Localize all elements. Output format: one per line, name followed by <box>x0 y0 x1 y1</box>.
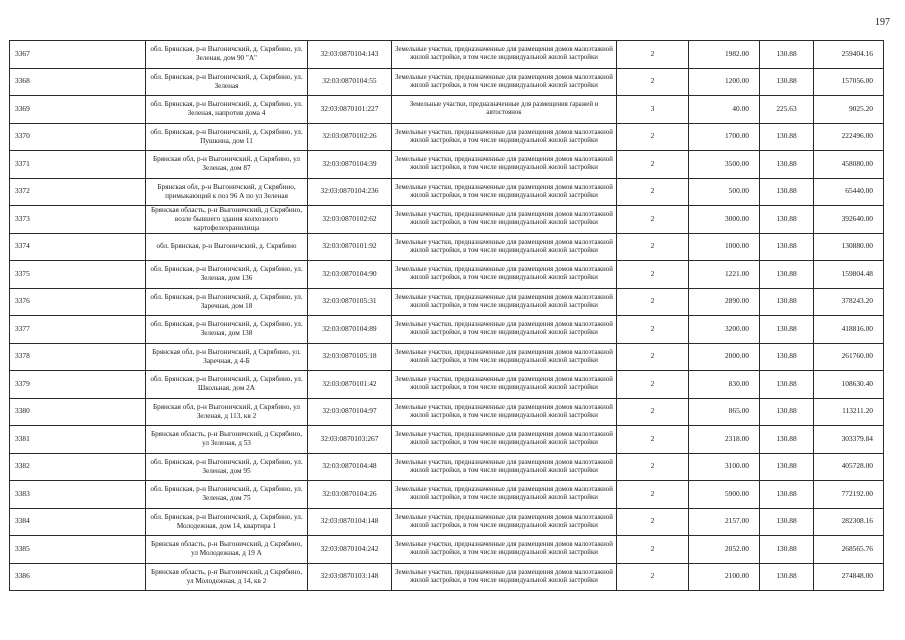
area-cell: 865.00 <box>689 398 760 426</box>
cadastral-value-cell: 303379.84 <box>814 426 884 454</box>
area-cell: 3500.00 <box>689 151 760 179</box>
row-number-cell: 3372 <box>10 178 146 206</box>
cadastral-number-cell: 32:03:0870101:92 <box>308 233 392 261</box>
cadastral-value-cell: 130880.00 <box>814 233 884 261</box>
row-number-cell: 3378 <box>10 343 146 371</box>
page-number: 197 <box>875 17 890 28</box>
row-number-cell: 3377 <box>10 316 146 344</box>
address-cell: Брянская обл, р-н Выгоничский, д Скрябино, ул Зеленая, дом 87 <box>146 151 308 179</box>
address-cell: обл. Брянская, р-н Выгоничский, д. Скрябино, ул. Заречная, дом 18 <box>146 288 308 316</box>
rate-cell: 225.63 <box>760 96 814 124</box>
address-cell: обл. Брянская, р-н Выгоничский, д. Скрябино, ул. Зеленая, напротив дома 4 <box>146 96 308 124</box>
cadastral-value-cell: 159804.48 <box>814 261 884 289</box>
cadastral-number-cell: 32:03:0870101:42 <box>308 371 392 399</box>
rate-cell: 130.88 <box>760 123 814 151</box>
land-use-cell: Земельные участки, предназначенные для размещения домов малоэтажной жилой застройки, в том числе индивидуальной жилой застройки <box>392 68 617 96</box>
row-number-cell: 3383 <box>10 481 146 509</box>
table-row <box>10 96 884 124</box>
cadastral-number-cell: 32:03:0870104:236 <box>308 178 392 206</box>
cadastral-number-cell: 32:03:0870103:148 <box>308 563 392 591</box>
rate-cell: 130.88 <box>760 453 814 481</box>
table-row <box>10 151 884 179</box>
address-cell: Брянская обл, р-н Выгоничский, д Скрябино, ул Зеленая, д 113, кв 2 <box>146 398 308 426</box>
area-cell: 2100.00 <box>689 563 760 591</box>
land-use-cell: Земельные участки, предназначенные для размещения домов малоэтажной жилой застройки, в том числе индивидуальной жилой застройки <box>392 41 617 69</box>
rate-cell: 130.88 <box>760 288 814 316</box>
cadastral-value-cell: 405728.00 <box>814 453 884 481</box>
area-cell: 2000.00 <box>689 343 760 371</box>
group-cell: 2 <box>617 178 689 206</box>
rate-cell: 130.88 <box>760 343 814 371</box>
group-cell: 2 <box>617 233 689 261</box>
rate-cell: 130.88 <box>760 178 814 206</box>
land-use-cell: Земельные участки, предназначенные для размещения домов малоэтажной жилой застройки, в том числе индивидуальной жилой застройки <box>392 316 617 344</box>
rate-cell: 130.88 <box>760 41 814 69</box>
row-number-cell: 3374 <box>10 233 146 261</box>
cadastral-value-cell: 392640.00 <box>814 206 884 234</box>
rate-cell: 130.88 <box>760 261 814 289</box>
land-use-cell: Земельные участки, предназначенные для размещения домов малоэтажной жилой застройки, в том числе индивидуальной жилой застройки <box>392 536 617 564</box>
table-row <box>10 508 884 536</box>
land-use-cell: Земельные участки, предназначенные для размещения домов малоэтажной жилой застройки, в том числе индивидуальной жилой застройки <box>392 343 617 371</box>
land-use-cell: Земельные участки, предназначенные для размещения домов малоэтажной жилой застройки, в том числе индивидуальной жилой застройки <box>392 123 617 151</box>
cadastral-number-cell: 32:03:0870104:48 <box>308 453 392 481</box>
row-number-cell: 3370 <box>10 123 146 151</box>
area-cell: 3200.00 <box>689 316 760 344</box>
area-cell: 2157.00 <box>689 508 760 536</box>
cadastral-value-cell: 268565.76 <box>814 536 884 564</box>
land-plots-table <box>9 40 884 591</box>
address-cell: Брянская область, р-н Выгоничский, д Скрябино, ул Молодежная, д 19 А <box>146 536 308 564</box>
row-number-cell: 3367 <box>10 41 146 69</box>
cadastral-number-cell: 32:03:0870104:143 <box>308 41 392 69</box>
land-use-cell: Земельные участки, предназначенные для размещения домов малоэтажной жилой застройки, в том числе индивидуальной жилой застройки <box>392 453 617 481</box>
rate-cell: 130.88 <box>760 426 814 454</box>
group-cell: 2 <box>617 426 689 454</box>
table-row <box>10 206 884 234</box>
rate-cell: 130.88 <box>760 151 814 179</box>
cadastral-value-cell: 9025.20 <box>814 96 884 124</box>
group-cell: 2 <box>617 151 689 179</box>
address-cell: обл. Брянская, р-н Выгоничский, д. Скрябино, ул. Молодежная, дом 14, квартира 1 <box>146 508 308 536</box>
address-cell: обл. Брянская, р-н Выгоничский, д. Скрябино, ул. Зеленая, дом 138 <box>146 316 308 344</box>
cadastral-value-cell: 378243.20 <box>814 288 884 316</box>
cadastral-value-cell: 65440.00 <box>814 178 884 206</box>
cadastral-value-cell: 418816.00 <box>814 316 884 344</box>
row-number-cell: 3371 <box>10 151 146 179</box>
cadastral-value-cell: 222496.00 <box>814 123 884 151</box>
land-use-cell: Земельные участки, предназначенные для размещения гаражей и автостоянок <box>392 96 617 124</box>
cadastral-number-cell: 32:03:0870102:62 <box>308 206 392 234</box>
group-cell: 2 <box>617 41 689 69</box>
table-row <box>10 288 884 316</box>
rate-cell: 130.88 <box>760 233 814 261</box>
address-cell: обл. Брянская, р-н Выгоничский, д. Скрябино <box>146 233 308 261</box>
cadastral-number-cell: 32:03:0870102:26 <box>308 123 392 151</box>
area-cell: 1000.00 <box>689 233 760 261</box>
row-number-cell: 3386 <box>10 563 146 591</box>
table-row <box>10 371 884 399</box>
land-use-cell: Земельные участки, предназначенные для размещения домов малоэтажной жилой застройки, в том числе индивидуальной жилой застройки <box>392 508 617 536</box>
row-number-cell: 3373 <box>10 206 146 234</box>
group-cell: 2 <box>617 371 689 399</box>
group-cell: 2 <box>617 68 689 96</box>
area-cell: 1221.00 <box>689 261 760 289</box>
cadastral-number-cell: 32:03:0870104:97 <box>308 398 392 426</box>
land-use-cell: Земельные участки, предназначенные для размещения домов малоэтажной жилой застройки, в том числе индивидуальной жилой застройки <box>392 261 617 289</box>
address-cell: обл. Брянская, р-н Выгоничский, д. Скрябино, ул. Зеленая, дом 90 "А" <box>146 41 308 69</box>
cadastral-value-cell: 274848.00 <box>814 563 884 591</box>
cadastral-value-cell: 458080.00 <box>814 151 884 179</box>
table-row <box>10 316 884 344</box>
table-row <box>10 123 884 151</box>
table-row <box>10 481 884 509</box>
land-use-cell: Земельные участки, предназначенные для размещения домов малоэтажной жилой застройки, в том числе индивидуальной жилой застройки <box>392 288 617 316</box>
rate-cell: 130.88 <box>760 508 814 536</box>
cadastral-value-cell: 282308.16 <box>814 508 884 536</box>
land-use-cell: Земельные участки, предназначенные для размещения домов малоэтажной жилой застройки, в том числе индивидуальной жилой застройки <box>392 233 617 261</box>
table-row <box>10 41 884 69</box>
table-row <box>10 233 884 261</box>
group-cell: 2 <box>617 261 689 289</box>
table-row <box>10 178 884 206</box>
area-cell: 3000.00 <box>689 206 760 234</box>
cadastral-value-cell: 259404.16 <box>814 41 884 69</box>
land-use-cell: Земельные участки, предназначенные для размещения домов малоэтажной жилой застройки, в том числе индивидуальной жилой застройки <box>392 206 617 234</box>
row-number-cell: 3375 <box>10 261 146 289</box>
rate-cell: 130.88 <box>760 371 814 399</box>
rate-cell: 130.88 <box>760 563 814 591</box>
address-cell: обл. Брянская, р-н Выгоничский, д. Скрябино, ул. Школьная, дом 2А <box>146 371 308 399</box>
land-use-cell: Земельные участки, предназначенные для размещения домов малоэтажной жилой застройки, в том числе индивидуальной жилой застройки <box>392 371 617 399</box>
cadastral-value-cell: 113211.20 <box>814 398 884 426</box>
group-cell: 2 <box>617 206 689 234</box>
land-use-cell: Земельные участки, предназначенные для размещения домов малоэтажной жилой застройки, в том числе индивидуальной жилой застройки <box>392 398 617 426</box>
area-cell: 500.00 <box>689 178 760 206</box>
table-row <box>10 563 884 591</box>
rate-cell: 130.88 <box>760 316 814 344</box>
cadastral-number-cell: 32:03:0870105:31 <box>308 288 392 316</box>
area-cell: 830.00 <box>689 371 760 399</box>
row-number-cell: 3380 <box>10 398 146 426</box>
group-cell: 2 <box>617 123 689 151</box>
address-cell: обл. Брянская, р-н Выгоничский, д. Скрябино, ул. Пушкина, дом 11 <box>146 123 308 151</box>
cadastral-number-cell: 32:03:0870104:90 <box>308 261 392 289</box>
rate-cell: 130.88 <box>760 68 814 96</box>
cadastral-number-cell: 32:03:0870101:227 <box>308 96 392 124</box>
address-cell: Брянская область, р-н Выгоничский, д Скрябино, возле бывшего здания колхозного картофелехранилища <box>146 206 308 234</box>
cadastral-number-cell: 32:03:0870104:26 <box>308 481 392 509</box>
area-cell: 2052.00 <box>689 536 760 564</box>
table-body <box>10 41 884 591</box>
table-row <box>10 398 884 426</box>
address-cell: обл. Брянская, р-н Выгоничский, д. Скрябино, ул. Зеленая, дом 95 <box>146 453 308 481</box>
group-cell: 2 <box>617 343 689 371</box>
row-number-cell: 3385 <box>10 536 146 564</box>
area-cell: 40.00 <box>689 96 760 124</box>
cadastral-number-cell: 32:03:0870104:89 <box>308 316 392 344</box>
row-number-cell: 3368 <box>10 68 146 96</box>
group-cell: 2 <box>617 563 689 591</box>
row-number-cell: 3369 <box>10 96 146 124</box>
area-cell: 5900.00 <box>689 481 760 509</box>
cadastral-number-cell: 32:03:0870104:55 <box>308 68 392 96</box>
row-number-cell: 3384 <box>10 508 146 536</box>
address-cell: обл. Брянская, р-н Выгоничский, д. Скрябино, ул. Зеленая <box>146 68 308 96</box>
cadastral-number-cell: 32:03:0870104:242 <box>308 536 392 564</box>
land-use-cell: Земельные участки, предназначенные для размещения домов малоэтажной жилой застройки, в том числе индивидуальной жилой застройки <box>392 563 617 591</box>
cadastral-value-cell: 108630.40 <box>814 371 884 399</box>
cadastral-number-cell: 32:03:0870104:39 <box>308 151 392 179</box>
area-cell: 1200.00 <box>689 68 760 96</box>
row-number-cell: 3379 <box>10 371 146 399</box>
group-cell: 2 <box>617 508 689 536</box>
land-use-cell: Земельные участки, предназначенные для размещения домов малоэтажной жилой застройки, в том числе индивидуальной жилой застройки <box>392 178 617 206</box>
table-row <box>10 536 884 564</box>
cadastral-number-cell: 32:03:0870103:267 <box>308 426 392 454</box>
table-row <box>10 261 884 289</box>
group-cell: 2 <box>617 481 689 509</box>
row-number-cell: 3382 <box>10 453 146 481</box>
cadastral-value-cell: 772192.00 <box>814 481 884 509</box>
cadastral-number-cell: 32:03:0870105:18 <box>308 343 392 371</box>
table-row <box>10 453 884 481</box>
cadastral-number-cell: 32:03:0870104:148 <box>308 508 392 536</box>
group-cell: 2 <box>617 536 689 564</box>
rate-cell: 130.88 <box>760 481 814 509</box>
cadastral-value-cell: 261760.00 <box>814 343 884 371</box>
table-row <box>10 343 884 371</box>
area-cell: 3100.00 <box>689 453 760 481</box>
row-number-cell: 3381 <box>10 426 146 454</box>
area-cell: 1982.00 <box>689 41 760 69</box>
cadastral-value-cell: 157056.00 <box>814 68 884 96</box>
area-cell: 2318.00 <box>689 426 760 454</box>
group-cell: 2 <box>617 453 689 481</box>
address-cell: Брянская область, р-н Выгоничский, д Скрябино, ул Зеленая, д 53 <box>146 426 308 454</box>
area-cell: 1700.00 <box>689 123 760 151</box>
address-cell: обл. Брянская, р-н Выгоничский, д. Скрябино, ул. Зеленая, дом 136 <box>146 261 308 289</box>
land-use-cell: Земельные участки, предназначенные для размещения домов малоэтажной жилой застройки, в том числе индивидуальной жилой застройки <box>392 426 617 454</box>
rate-cell: 130.88 <box>760 398 814 426</box>
land-use-cell: Земельные участки, предназначенные для размещения домов малоэтажной жилой застройки, в том числе индивидуальной жилой застройки <box>392 481 617 509</box>
row-number-cell: 3376 <box>10 288 146 316</box>
table-row <box>10 426 884 454</box>
rate-cell: 130.88 <box>760 206 814 234</box>
group-cell: 2 <box>617 316 689 344</box>
land-use-cell: Земельные участки, предназначенные для размещения домов малоэтажной жилой застройки, в том числе индивидуальной жилой застройки <box>392 151 617 179</box>
address-cell: обл. Брянская, р-н Выгоничский, д. Скрябино, ул. Зеленая, дом 75 <box>146 481 308 509</box>
group-cell: 3 <box>617 96 689 124</box>
table-row <box>10 68 884 96</box>
group-cell: 2 <box>617 288 689 316</box>
group-cell: 2 <box>617 398 689 426</box>
rate-cell: 130.88 <box>760 536 814 564</box>
address-cell: Брянская обл, р-н Выгоничский, д Скрябино, примыкающий к поз 96 А по ул Зеленая <box>146 178 308 206</box>
address-cell: Брянская обл, р-н Выгоничский, д Скрябино, ул. Заречная, д 4-Б <box>146 343 308 371</box>
address-cell: Брянская область, р-н Выгоничский, д Скрябино, ул Молодежная, д 14, кв 2 <box>146 563 308 591</box>
area-cell: 2890.00 <box>689 288 760 316</box>
